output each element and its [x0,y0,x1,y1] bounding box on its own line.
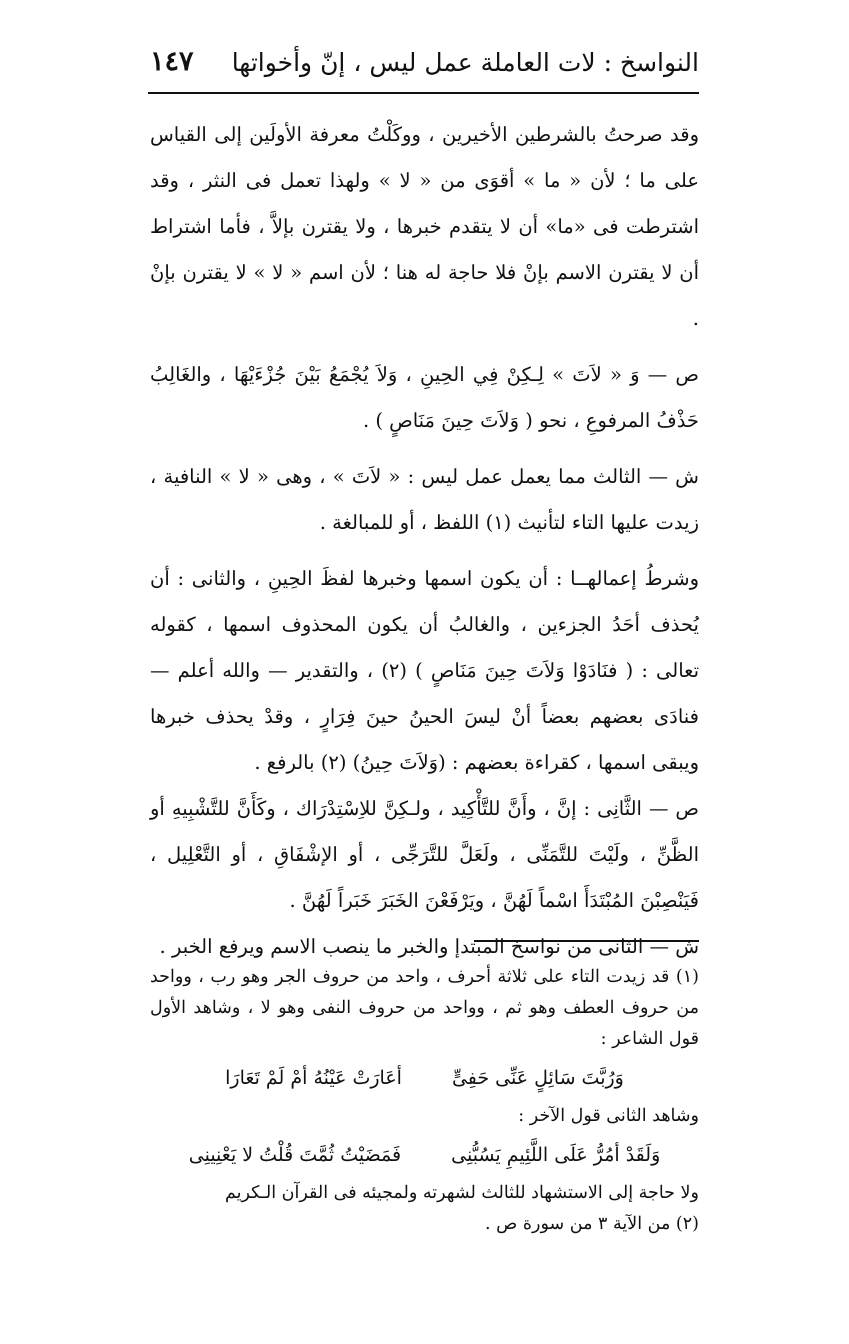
paragraph-lata-conditions: وشرطُ إعمالهــا : أن يكون اسمها وخبرها لفظَ الحِينِ ، والثانى : أن يُحذف أحَدُ الجزءين ، والغالبُ أن يكون المحذوف اسمها ، كقوله تعالى : ( فنَادَوْا وَلاَتَ حِينَ مَنَاصٍ ) (٢) ، والتقدير — والله أعلم — فنادَى بعضهم بعضاً أنْ ليسَ الحينُ حينَ فِرَارٍ ، وقدْ يحذف خبرها ويبقى اسمها ، كقراءة بعضهم : (وَلاَتَ حِينُ) (٢) بالرفع . [150,567,700,774]
verse-2 [150,1132,699,1178]
footnote-2: (٢) من الآية ٣ من سورة ص . [485,1214,699,1234]
paragraph-commentary-inna: ش — الثانى من نواسخ المبتدإ والخبر ما ينصب الاسم ويرفع الخبر . [159,935,699,958]
footnote-1-end: ولا حاجة إلى الاستشهاد للثالث لشهرته ولمجيئه فى القرآن الـكريم [224,1183,699,1203]
paragraph-conditions: وقد صرحتُ بالشرطين الأخيرين ، ووكَلْتُ معرفة الأولَين إلى القياس على ما ؛ لأن « ما » أقوَى من « لا » ولهذا تعمل فى النثر ، وقد اشترطت فى «ما» أن لا يتقدم خبرها ، ولا يقترن بإلاَّ ، فأما اشتراط أن لا يقترن الاسم بإنْ فلا حاجة له هنا ؛ لأن اسم « لا » لا يقترن بإنْ . [150,123,699,330]
footnote-1-intro: (١) قد زيدت التاء على ثلاثة أحرف ، واحد من حروف الجر وهو رب ، وواحد من حروف العطف وهو ثم ، وواحد من حروف النفى وهو لا ، وشاهد الأول قول الشاعر : [150,967,699,1049]
paragraph-text-inna: ص — الثَّانِى : إنَّ ، وأَنَّ للتَّأْكِيد ، ولـكِنَّ للاِسْتِدْرَاك ، وكَأَنَّ للتَّشْبِيهِ أو الظَّنِّ ، ولَيْتَ للتَّمَنِّى ، ولَعَلَّ للتَّرَجِّى ، أو الإشْفَاقِ ، أو التَّعْلِيل ، فَيَنْصِبْنَ المُبْتَدَأَ اسْماً لَهُنَّ ، ويَرْفَعْنَ الخَبَرَ خَبَراً لَهُنَّ . [150,797,699,912]
paragraph-text-lata: ص — وَ « لاَتَ » لِـكِنْ فِي الحِينِ ، وَلاَ يُجْمَعُ بَيْنَ جُزْءَيْهَا ، والغَالِبُ حَذْفُ المرفوعِ ، نحو ( وَلاَتَ حِينَ مَنَاصٍ ) . [150,363,699,432]
footnote-1-second-intro: وشاهد الثانى قول الآخر : [518,1106,699,1126]
verse-2-first-hemistich: وَلَقَدْ أمُرُّ عَلَى اللَّئِيمِ يَسُبُّنِى [451,1144,661,1166]
running-header [150,40,699,90]
page-number: ١٤٧ [150,46,194,77]
verse-1-second-hemistich: أعَارَتْ عَيْنُهُ أمْ لَمْ تَعَارَا [225,1067,402,1089]
paragraph-commentary-lata: ش — الثالث مما يعمل عمل ليس : « لاَتَ » ، وهى « لا » النافية ، زيدت عليها التاء لتأنيث (١) اللفظ ، أو للمبالغة . [150,465,699,534]
verse-1-first-hemistich: وَرُبَّتَ سَائِلٍ عَنِّى حَفِىٍّ [451,1067,624,1089]
main-text [150,112,699,970]
verse-2-second-hemistich: فَمَضَيْتُ ثُمَّتَ قُلْتُ لا يَعْنِينِى [188,1144,402,1166]
header-rule [148,92,699,94]
verse-1 [150,1055,699,1101]
footnotes [150,962,699,1240]
footnote-rule [474,940,699,942]
header-title: النواسخ : لات العاملة عمل ليس ، إنّ وأخواتها [231,48,699,77]
